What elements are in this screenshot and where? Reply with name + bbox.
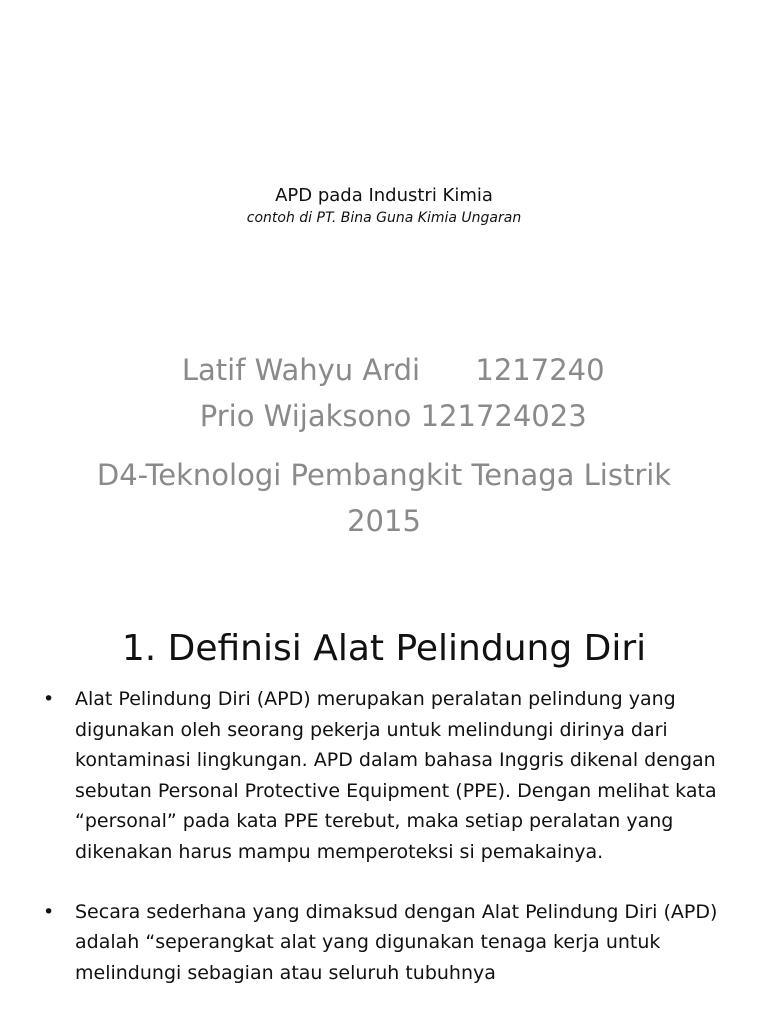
slide-subtitle: contoh di PT. Bina Guna Kimia Ungaran (246, 210, 522, 226)
author-row (0, 362, 768, 434)
bullet-icon: • (43, 688, 55, 710)
section-heading: 1. Definisi Alat Pelindung Diri (121, 628, 647, 669)
study-program (40, 452, 728, 544)
bullet-icon: • (43, 900, 55, 923)
bullet-list (40, 684, 730, 1017)
author-id: 121724023 (420, 399, 587, 433)
program-year: 2015 (347, 504, 421, 538)
list-item (40, 897, 730, 989)
program-name: D4-Teknologi Pembangkit Tenaga Listrik (96, 458, 672, 492)
bullet-text: Secara sederhana yang dimaksud dengan Alat Pelindung Diri (APD) adalah “seperangkat alat yang digunakan tenaga kerja untuk melindungi sebagian atau seluruh tubuhnya (75, 900, 718, 984)
slide-title: APD pada Industri Kimia (275, 185, 493, 206)
author-id: 1217240 (475, 353, 605, 387)
list-item (40, 684, 730, 868)
author-name: Latif Wahyu Ardi (181, 353, 421, 387)
bullet-text: Alat Pelindung Diri (APD) merupakan peralatan pelindung yang digunakan oleh seorang pekerja untuk melindungi dirinya dari kontaminasi lingkungan. APD dalam bahasa Inggris dikenal dengan sebutan Personal Protective Equipment (PPE). Dengan melihat kata “personal” pada kata PPE terebut, maka setiap peralatan yang dikenakan harus mampu memperoteksi si pemakainya. (75, 688, 717, 863)
author-name: Prio Wijaksono (199, 399, 412, 433)
